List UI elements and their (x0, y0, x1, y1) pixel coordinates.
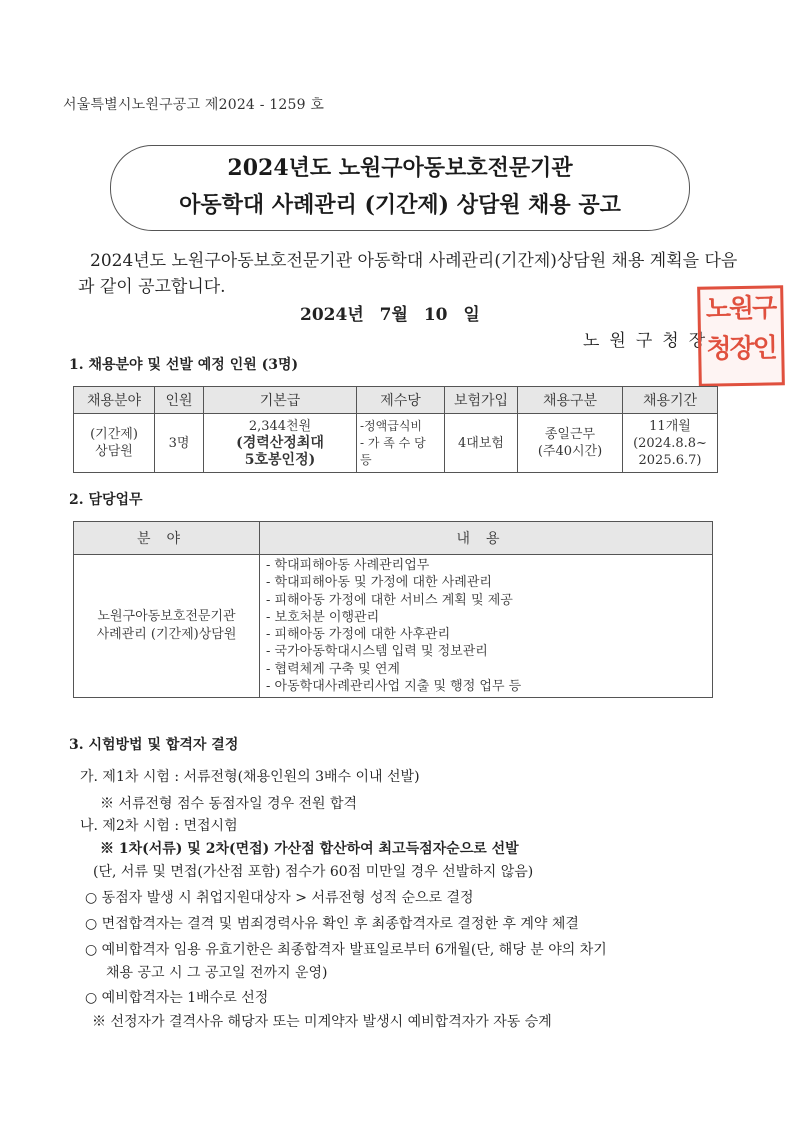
seal-row-1: 노원구 (705, 293, 776, 325)
note-line: ※ 선정자가 결격사유 해당자 또는 미계약자 발생시 예비합격자가 자동 승계 (92, 1014, 552, 1030)
note-line: ※ 서류전형 점수 동점자일 경우 전원 합격 (100, 796, 358, 812)
title-line-2: 아동학대 사례관리 (기간제) 상담원 채용 공고 (179, 192, 621, 218)
text: 종일근무 (544, 427, 596, 442)
intro-paragraph: 2024년도 노원구아동보호전문기관 아동학대 사례관리(기간제)상담원 채용 계획을 다음과 같이 공고합니다. (78, 251, 738, 297)
exam-stage-2: 나. 제2차 시험 : 면접시험 (80, 818, 238, 834)
text: (주40시간) (537, 444, 603, 459)
cell-period (623, 414, 718, 473)
announcement-date: 2024년 7월 10 일 (300, 305, 480, 325)
bullet-continuation: 채용 공고 시 그 공고일 전까지 운영) (106, 965, 328, 981)
duty-item: - 피해아동 가정에 대한 사후관리 (266, 627, 451, 643)
duty-item: - 학대피해아동 및 가정에 대한 사례관리 (266, 575, 492, 591)
text: 2,344천원 (248, 418, 312, 434)
text: 등 (360, 452, 372, 467)
official-seal-icon (697, 285, 785, 386)
duty-item: - 아동학대사례관리사업 지출 및 행정 업무 등 (266, 679, 522, 695)
text: 상담원 (95, 444, 133, 459)
col-header: 채용분야 (74, 387, 155, 414)
text: 5호봉인정) (244, 451, 316, 468)
note-line: ※ 1차(서류) 및 2차(면접) 가산점 합산하여 최고득점자순으로 선발 (100, 841, 519, 857)
bullet-line: ○ 예비합격자 임용 유효기한은 최종합격자 발표일로부터 6개월(단, 해당 분 야의 차기 (85, 942, 607, 958)
cell-field (74, 555, 260, 698)
col-header: 채용기간 (623, 387, 718, 414)
section-2-heading: 2. 담당업무 (69, 492, 143, 508)
col-header: 보험가입 (445, 387, 518, 414)
duty-item: - 학대피해아동 사례관리업무 (266, 558, 430, 573)
cell-count: 3명 (155, 414, 204, 473)
cell-salary (204, 414, 357, 473)
seal-row-2: 청장인 (706, 333, 777, 365)
duties-table (73, 521, 713, 698)
cell-field (74, 414, 155, 473)
cell-duties (260, 555, 713, 698)
cell-type (518, 414, 623, 473)
col-header: 내용 (260, 522, 713, 555)
table-row (74, 414, 718, 473)
exam-stage-1: 가. 제1차 시험 : 서류전형(채용인원의 3배수 이내 선발) (80, 769, 420, 785)
text: - 가 족 수 당 (360, 435, 426, 450)
text: -정액급식비 (360, 418, 423, 433)
title-line-1: 2024년도 노원구아동보호전문기관 (227, 155, 573, 181)
text: 11개월 (649, 418, 691, 434)
col-header: 분야 (74, 522, 260, 555)
title-box (110, 145, 690, 231)
duty-item: - 협력체계 구축 및 연계 (266, 661, 400, 677)
note-line: (단, 서류 및 면접(가산점 포함) 점수가 60점 미만일 경우 선발하지 않음) (93, 864, 534, 880)
bullet-line: ○ 동점자 발생 시 취업지원대상자 > 서류전형 성적 순으로 결정 (85, 890, 474, 906)
bullet-line: ○ 예비합격자는 1배수로 선정 (85, 990, 269, 1006)
cell-allowance (357, 414, 445, 473)
text: (경력산정최대 (236, 434, 324, 451)
bullet-line: ○ 면접합격자는 결격 및 범죄경력사유 확인 후 최종합격자로 결정한 후 계약 체결 (85, 916, 579, 932)
section-3-heading: 3. 시험방법 및 합격자 결정 (69, 737, 239, 753)
duty-item: - 피해아동 가정에 대한 서비스 계획 및 제공 (266, 592, 513, 608)
section-1-heading: 1. 채용분야 및 선발 예정 인원 (3명) (69, 357, 299, 373)
text: 사례관리 (기간제)상담원 (96, 627, 237, 643)
notice-number: 서울특별시노원구공고 제2024 - 1259 호 (63, 97, 325, 113)
text: 2025.6.7) (638, 452, 702, 468)
duty-item: - 국가아동학대시스템 입력 및 정보관리 (266, 644, 488, 660)
cell-insurance: 4대보험 (445, 414, 518, 473)
col-header: 제수당 (357, 387, 445, 414)
col-header: 기본급 (204, 387, 357, 414)
col-header: 인원 (155, 387, 204, 414)
text: (기간제) (90, 427, 138, 442)
text: (2024.8.8~ (633, 435, 707, 451)
col-header: 채용구분 (518, 387, 623, 414)
table-header-row (74, 387, 718, 414)
text: 노원구아동보호전문기관 (97, 609, 236, 625)
table-header-row (74, 522, 713, 555)
recruitment-table (73, 386, 718, 473)
duty-item: - 보호처분 이행관리 (266, 609, 380, 625)
signer: 노원구청장 (583, 331, 716, 351)
table-row (74, 555, 713, 698)
